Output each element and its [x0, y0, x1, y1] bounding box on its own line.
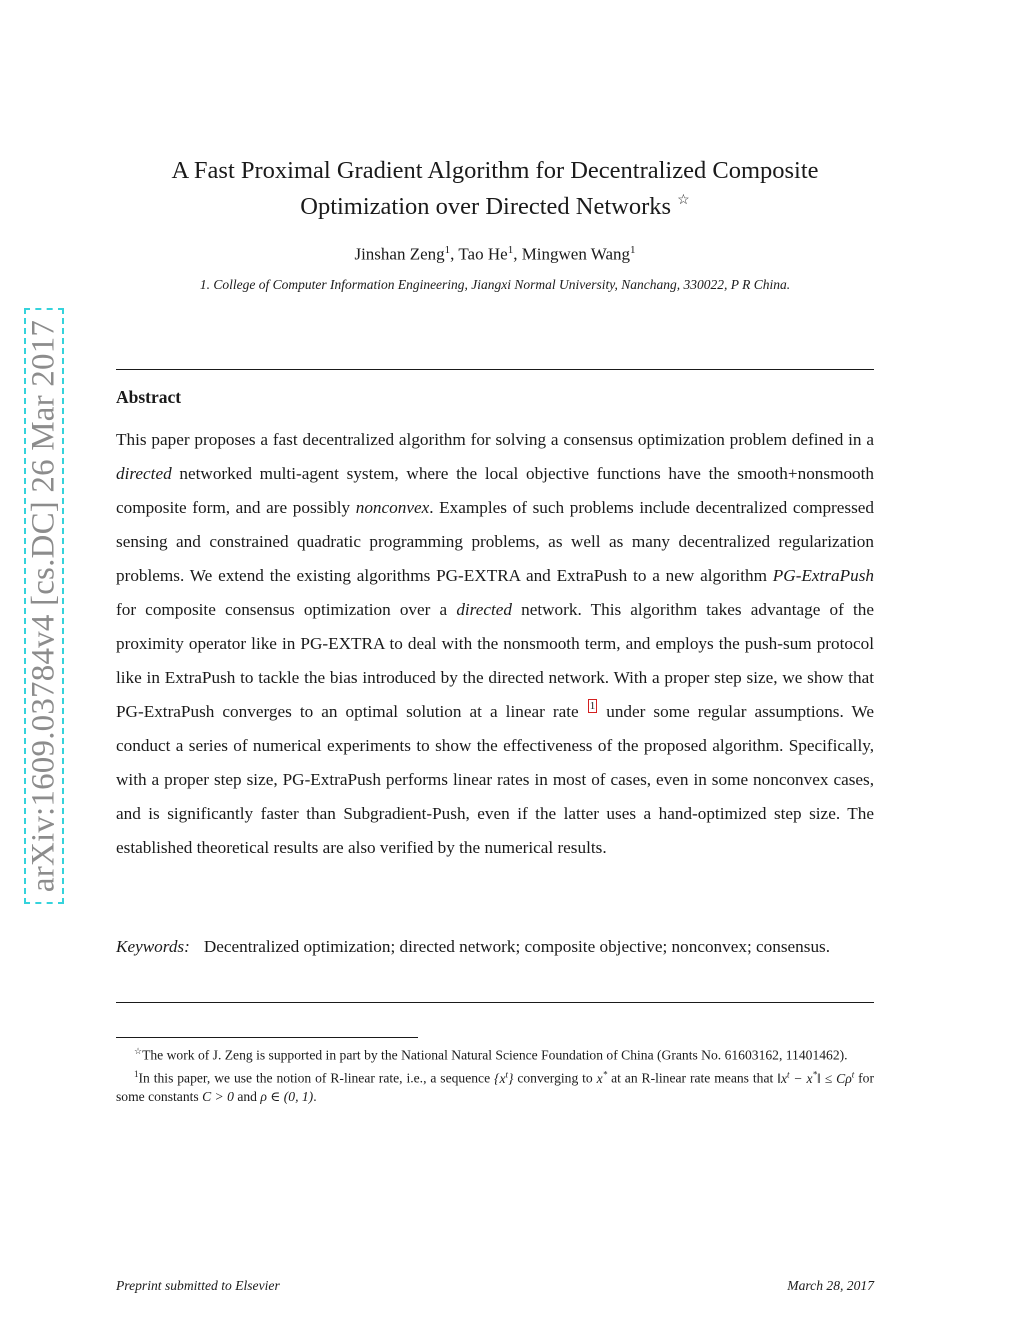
abstract-bottom-rule [116, 1002, 874, 1003]
abstract-segment: . Examples of such problems include decentralized compressed sensing and constrained quadratic programming problems, as well as many decentralized regularization problems. We extend the existing algorithms PG-EXTRA and ExtraPush to a new algorithm [116, 498, 874, 585]
footer-preprint-note: Preprint submitted to Elsevier [116, 1278, 280, 1293]
math-part: ‖ ≤ Cρ [817, 1070, 852, 1086]
footnote-text: and [233, 1089, 261, 1105]
arxiv-stamp-text: arXiv:1609.03784v4 [cs.DC] 26 Mar 2017 [25, 319, 62, 893]
math-part: } [508, 1070, 514, 1086]
keywords [116, 930, 874, 964]
title-footnote-mark: ☆ [677, 193, 690, 208]
keywords-label: Keywords: [116, 937, 190, 956]
author-name: Mingwen Wang [521, 244, 631, 264]
math-sup: t [787, 1069, 790, 1080]
abstract-segment: for composite consensus optimization over a [116, 600, 457, 619]
footnote-text: In this paper, we use the notion of R-linear rate, i.e., a sequence [138, 1070, 495, 1086]
math-sup: * [602, 1069, 608, 1080]
abstract-emphasis: directed [116, 464, 172, 483]
author-name: Jinshan Zeng [354, 244, 445, 264]
math-sup: t [505, 1069, 509, 1080]
footnote-mark: ☆ [134, 1046, 143, 1056]
paper-title [116, 156, 874, 222]
title-line-2 [116, 186, 874, 222]
author-name: Tao He [458, 244, 508, 264]
author-list: Jinshan Zeng$^1$, Tao He$^1$, Mingwen Wang$^1$ [354, 244, 636, 264]
math-part: ‖x [777, 1070, 788, 1086]
title-line-2-text: Optimization over Directed Networks [300, 193, 672, 220]
math-interval: ρ ∈ (0, 1) [260, 1089, 314, 1105]
footnotes [116, 1042, 874, 1107]
abstract-segment: This paper proposes a fast decentralized algorithm for solving a consensus optimization problem defined in a [116, 430, 874, 449]
footnote-funding [116, 1042, 874, 1065]
abstract-emphasis: nonconvex [355, 498, 430, 517]
footnote-text: The work of J. Zeng is supported in part by the National Natural Science Foundation of China (Grants No. 61603162, 11401462). [142, 1047, 848, 1063]
abstract-top-rule [116, 369, 874, 370]
math-part: {x [494, 1070, 506, 1086]
footnote-mark: 1 [134, 1069, 139, 1080]
math-sup: * [812, 1069, 818, 1080]
author-affiliation-mark: 1 [444, 244, 451, 256]
footnote-rlinear [116, 1065, 874, 1107]
author-affiliation-mark: 1 [630, 244, 636, 256]
author-affiliation-mark: 1 [507, 244, 514, 256]
abstract-emphasis: directed [456, 600, 512, 619]
keywords-text: Decentralized optimization; directed network; composite objective; nonconvex; consensus. [203, 937, 831, 956]
math-optimum [597, 1071, 608, 1086]
math-sup: t [851, 1069, 855, 1080]
math-part: x [596, 1070, 603, 1086]
abstract-emphasis: PG-ExtraPush [772, 566, 874, 585]
title-line-1: A Fast Proximal Gradient Algorithm for Decentralized Composite [171, 157, 819, 184]
footnote-rule [116, 1037, 418, 1038]
affiliation: 1. College of Computer Information Engineering, Jiangxi Normal University, Nanchang, 330022, P R China. [199, 277, 791, 292]
abstract-segment: network. This algorithm takes advantage of the proximity operator like in PG-EXTRA to deal with the nonsmooth term, and employs the push-sum protocol like in ExtraPush to tackle the bias introduced by the directed network. With a proper step size, we show that PG-ExtraPush converges to an optimal solution at a linear rate [116, 600, 874, 721]
footer-date: March 28, 2017 [787, 1278, 874, 1293]
abstract-heading: Abstract [116, 387, 182, 407]
math-sequence [494, 1071, 513, 1086]
math-constant: C > 0 [202, 1089, 234, 1105]
abstract-segment: networked multi-agent system, where the local objective functions have the smooth+nonsmooth composite form, and are possibly [116, 464, 874, 517]
footnote-text: at an R-linear rate means that [607, 1070, 778, 1086]
footnote-text: converging to [513, 1070, 597, 1086]
footnote-text: for some constants [116, 1070, 874, 1105]
abstract-text [116, 423, 874, 865]
footnote-link[interactable]: 1 [589, 700, 596, 712]
arxiv-stamp [24, 308, 64, 904]
footnote-text: . [313, 1089, 317, 1105]
math-part: − x [789, 1070, 813, 1086]
abstract-segment: under some regular assumptions. We conduct a series of numerical experiments to show the effectiveness of the proposed algorithm. Specifically, with a proper step size, PG-ExtraPush performs linear rates in most of cases, even in some nonconvex cases, and is significantly faster than Subgradient-Push, even if the latter uses a hand-optimized step size. The established theoretical results are also verified by the numerical results. [116, 702, 874, 857]
math-rate [777, 1071, 854, 1086]
